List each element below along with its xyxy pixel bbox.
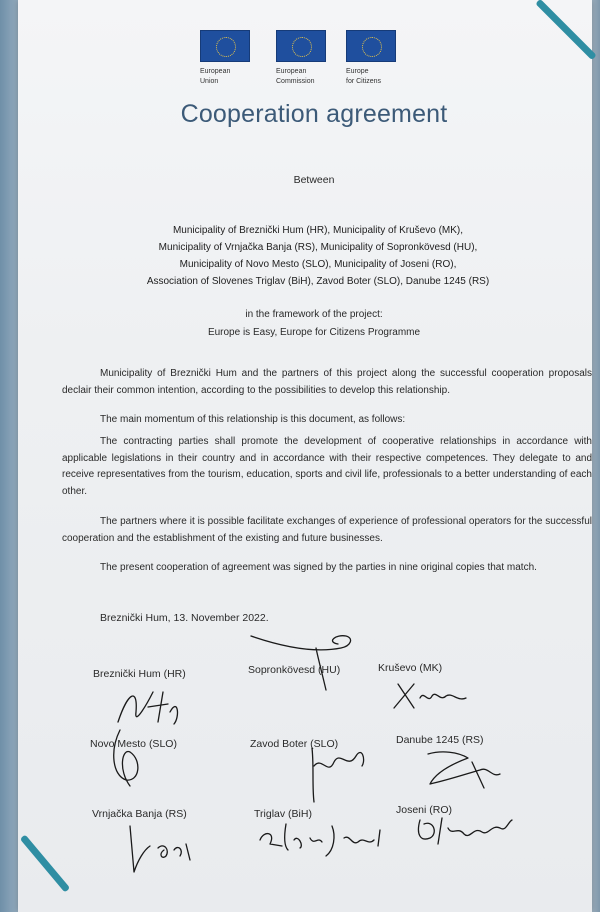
signing-date: Breznički Hum, 13. November 2022. <box>100 612 269 624</box>
signatory-label: Triglav (BiH) <box>254 808 312 820</box>
party-line: Municipality of Breznički Hum (HR), Municipality of Kruševo (MK), <box>172 225 464 236</box>
logo-europe-for-citizens <box>346 30 416 87</box>
paragraph: The partners where it is possible facilitate exchanges of experience of professional operators for the successful cooperation and the establishment of the existing and future businesses. <box>62 516 592 544</box>
signature-scrawl <box>254 816 394 864</box>
party-line: Municipality of Vrnjačka Banja (RS), Municipality of Sopronkövesd (HU), <box>158 242 478 253</box>
signature-scrawl <box>422 744 512 792</box>
framework-block <box>18 308 600 344</box>
logo-caption: Europe for Citizens <box>346 68 382 85</box>
signature-scrawl <box>412 810 522 850</box>
eu-flag-icon <box>346 30 396 62</box>
corner-strap-bottom-left <box>20 834 70 892</box>
eu-flag-icon <box>200 30 250 62</box>
party-line: Association of Slovenes Triglav (BiH), Zavod Boter (SLO), Danube 1245 (RS) <box>146 276 490 287</box>
signatory-label: Joseni (RO) <box>396 804 453 816</box>
document-title: Cooperation agreement <box>180 100 448 128</box>
signature-scrawl <box>120 820 210 880</box>
signature-scrawl <box>380 676 480 716</box>
signatory-label: Sopronkövesd (HU) <box>248 664 341 676</box>
project-name: Europe is Easy, Europe for Citizens Programme <box>207 327 421 338</box>
signature-scrawl <box>246 628 366 698</box>
paragraph: Municipality of Breznički Hum and the partners of this project along the successful cooperation proposals declair their common intention, according to the possibilities to develop this relationship. <box>62 368 592 396</box>
parties-list <box>128 222 508 290</box>
logo-european-union <box>200 30 270 87</box>
signatory-label: Breznički Hum (HR) <box>93 668 186 680</box>
signature-scrawl <box>108 682 188 732</box>
signatory-label: Novo Mesto (SLO) <box>90 738 177 750</box>
signatory-label: Vrnjačka Banja (RS) <box>92 808 187 820</box>
logo-european-commission <box>276 30 346 87</box>
signatory-label: Kruševo (MK) <box>378 662 443 674</box>
logo-caption: European Union <box>200 68 231 85</box>
signatory-label: Zavod Boter (SLO) <box>250 738 339 750</box>
document-page <box>18 0 592 912</box>
logo-row <box>18 30 600 90</box>
framework-intro: in the framework of the project: <box>245 309 383 320</box>
paragraph: The main momentum of this relationship is this document, as follows: <box>100 414 406 425</box>
eu-flag-icon <box>276 30 326 62</box>
signatory-label: Danube 1245 (RS) <box>396 734 484 746</box>
paragraph: The present cooperation of agreement was signed by the parties in nine original copies that match. <box>100 562 537 573</box>
party-line: Municipality of Novo Mesto (SLO), Municipality of Joseni (RO), <box>179 259 457 270</box>
logo-caption: European Commission <box>276 68 315 85</box>
between-label: Between <box>293 174 335 186</box>
paragraph: The contracting parties shall promote the development of cooperative relationships in accordance with applicable legislations in their country and in accordance with their respective competences. They delegate to and receive representatives from the tourism, education, sports and civil life, professionals to a better understanding of each other. <box>62 436 592 497</box>
signature-scrawl <box>100 720 170 790</box>
